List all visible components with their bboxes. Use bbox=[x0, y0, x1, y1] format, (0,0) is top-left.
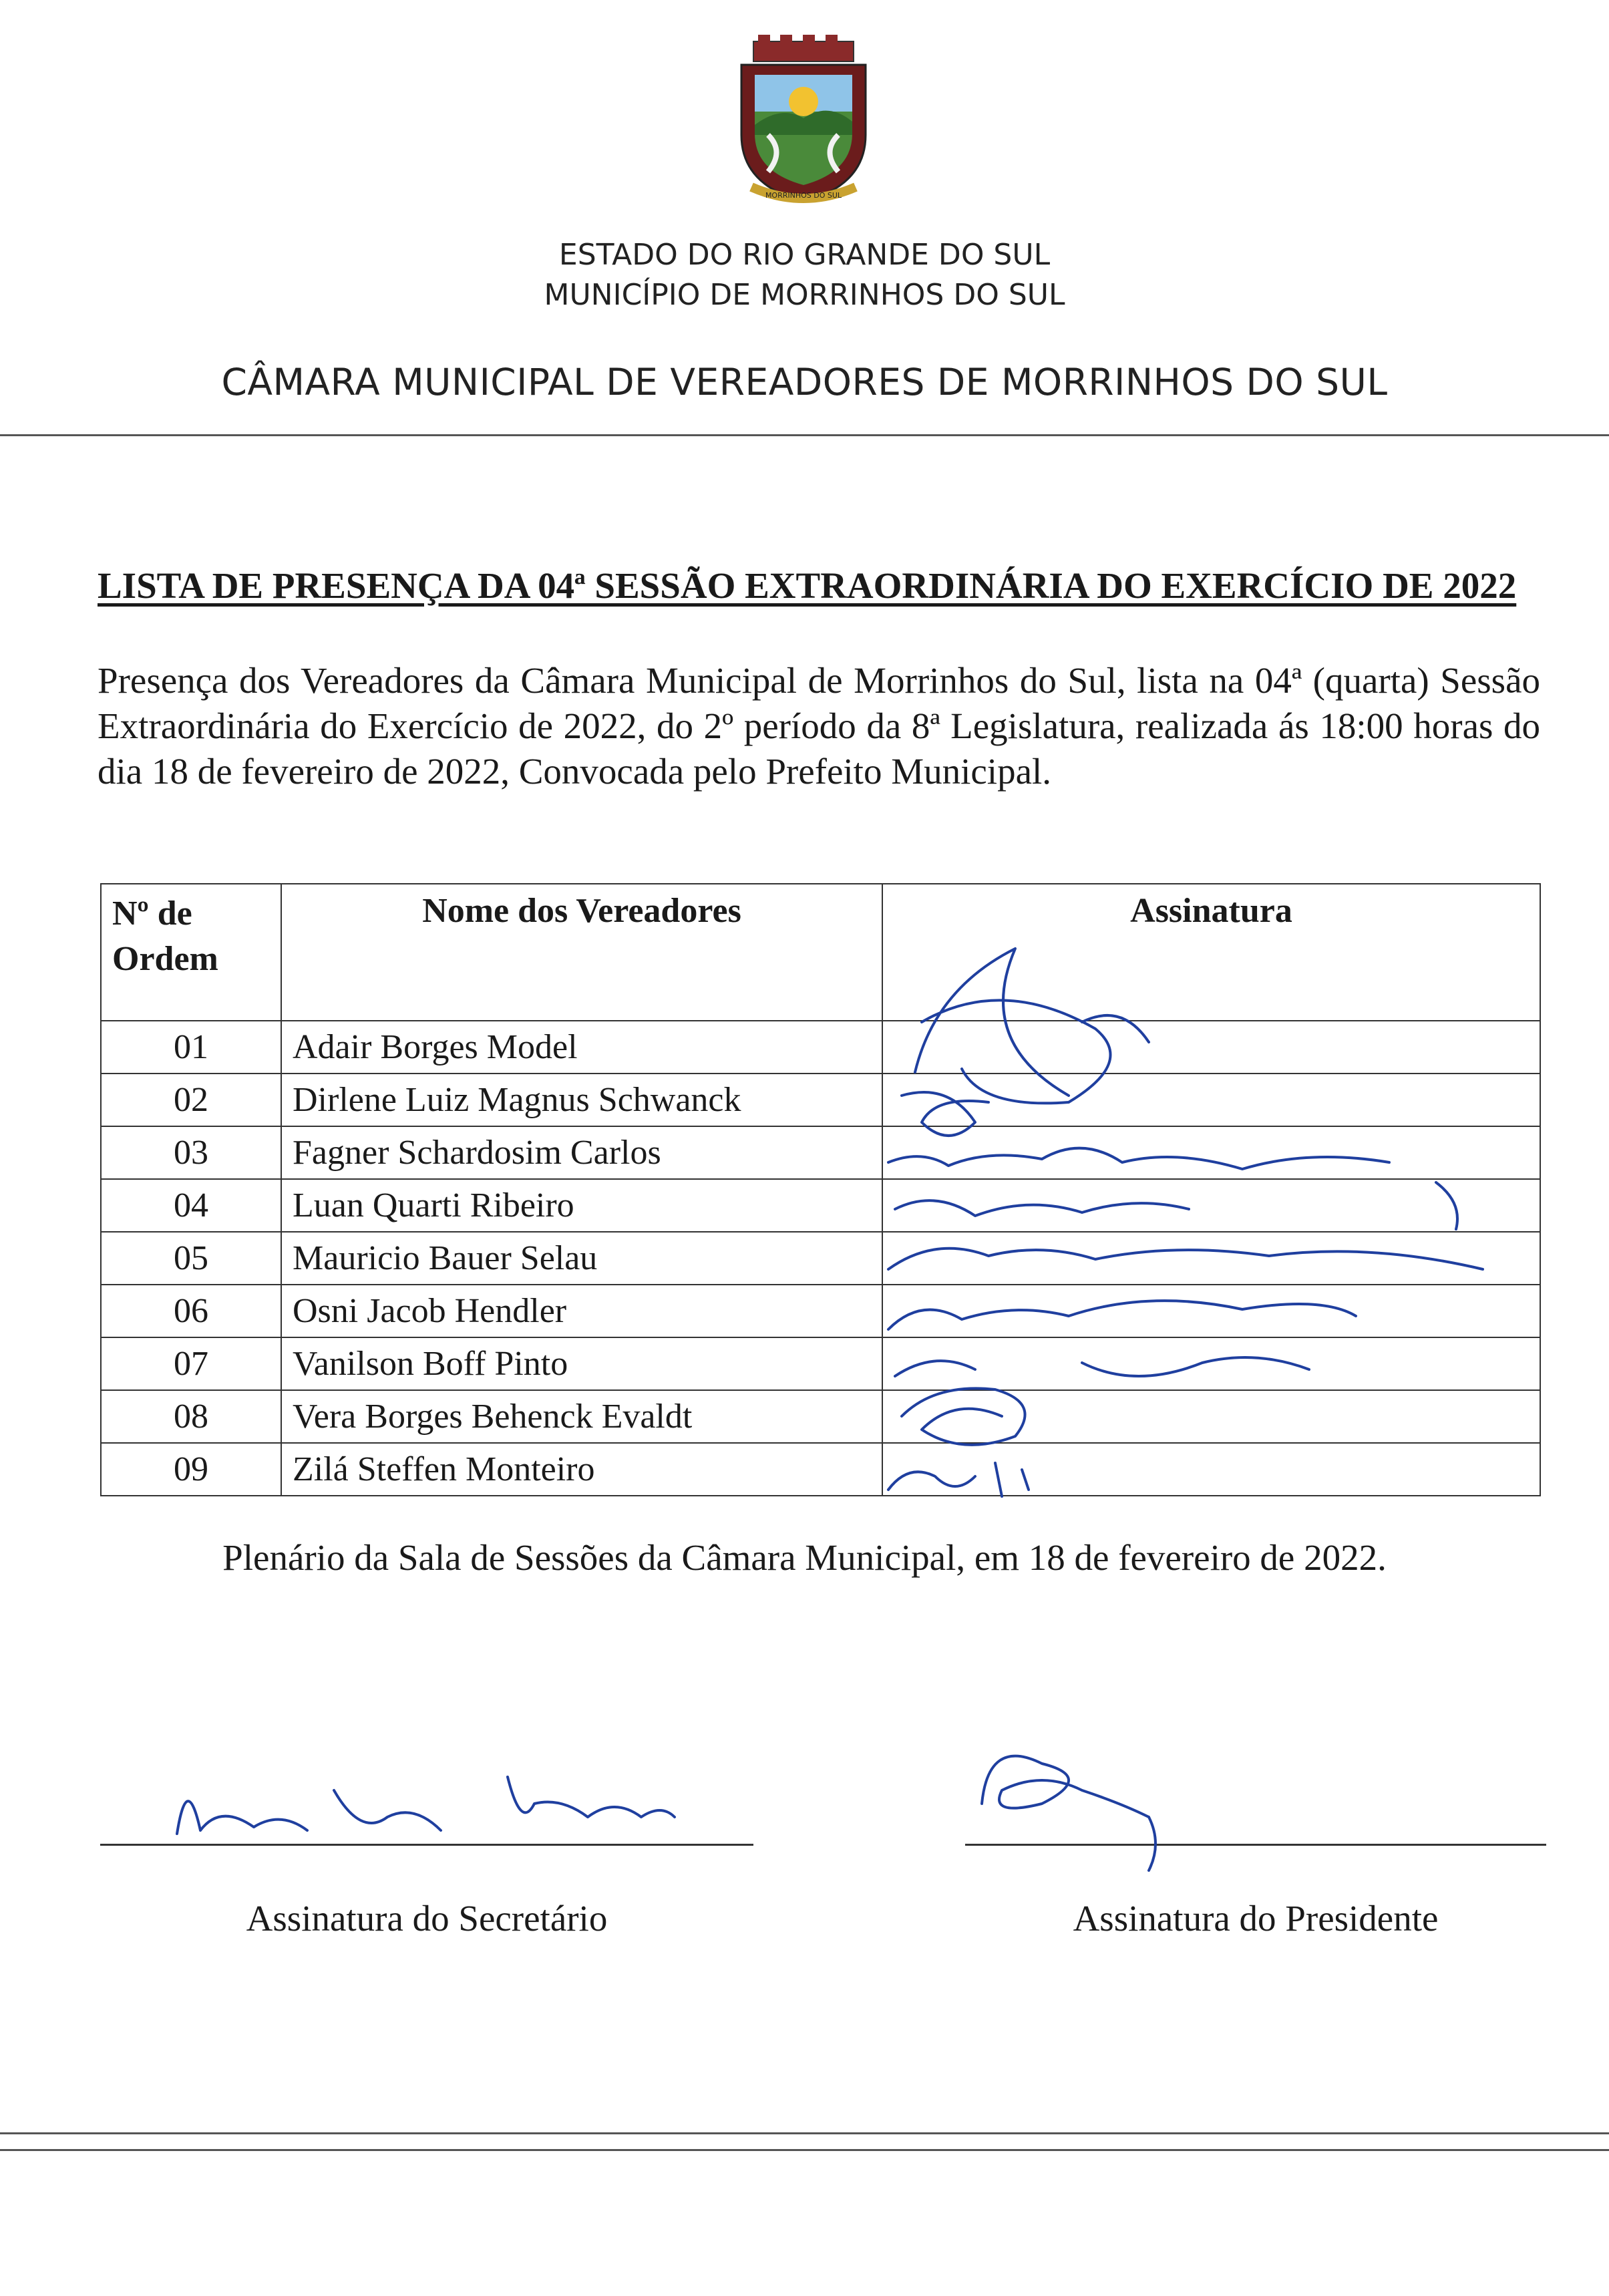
row-order: 03 bbox=[101, 1126, 281, 1179]
row-order: 09 bbox=[101, 1443, 281, 1496]
row-signature-cell bbox=[882, 1390, 1540, 1443]
row-name: Dirlene Luiz Magnus Schwanck bbox=[281, 1074, 882, 1126]
closing-statement: Plenário da Sala de Sessões da Câmara Municipal, em 18 de fevereiro de 2022. bbox=[222, 1537, 1387, 1578]
row-signature-cell bbox=[882, 1074, 1540, 1126]
municipal-crest-logo bbox=[721, 35, 886, 208]
row-order: 05 bbox=[101, 1232, 281, 1285]
header-name: Nome dos Vereadores bbox=[281, 884, 882, 1021]
table-row bbox=[101, 1179, 1540, 1232]
chamber-name: CÂMARA MUNICIPAL DE VEREADORES DE MORRINHOS DO SUL bbox=[221, 361, 1388, 403]
row-order: 08 bbox=[101, 1390, 281, 1443]
header-divider bbox=[0, 434, 1609, 436]
document-title: LISTA DE PRESENÇA DA 04ª SESSÃO EXTRAORDINÁRIA DO EXERCÍCIO DE 2022 bbox=[98, 565, 1517, 606]
header-order: Nº de Ordem bbox=[101, 884, 281, 1021]
table-row bbox=[101, 1232, 1540, 1285]
attendance-table bbox=[100, 883, 1541, 1496]
secretary-caption: Assinatura do Secretário bbox=[246, 1898, 608, 1939]
president-signature bbox=[982, 1756, 1155, 1870]
row-order: 01 bbox=[101, 1021, 281, 1074]
president-caption: Assinatura do Presidente bbox=[1073, 1898, 1439, 1939]
table-row bbox=[101, 1021, 1540, 1074]
table-row bbox=[101, 1285, 1540, 1337]
row-name: Osni Jacob Hendler bbox=[281, 1285, 882, 1337]
row-signature-cell bbox=[882, 1337, 1540, 1390]
row-signature-cell bbox=[882, 1021, 1540, 1074]
row-name: Mauricio Bauer Selau bbox=[281, 1232, 882, 1285]
secretary-signature-line bbox=[100, 1844, 753, 1846]
state-name: ESTADO DO RIO GRANDE DO SUL bbox=[558, 238, 1051, 272]
secretary-signature bbox=[177, 1777, 675, 1834]
table-header-row bbox=[101, 884, 1540, 1021]
table-row bbox=[101, 1337, 1540, 1390]
row-name: Luan Quarti Ribeiro bbox=[281, 1179, 882, 1232]
table-row bbox=[101, 1443, 1540, 1496]
footer-divider-bottom bbox=[0, 2149, 1609, 2151]
row-order: 06 bbox=[101, 1285, 281, 1337]
table-row bbox=[101, 1074, 1540, 1126]
row-name: Fagner Schardosim Carlos bbox=[281, 1126, 882, 1179]
row-order: 02 bbox=[101, 1074, 281, 1126]
row-signature-cell bbox=[882, 1232, 1540, 1285]
row-order: 07 bbox=[101, 1337, 281, 1390]
row-signature-cell bbox=[882, 1126, 1540, 1179]
table-row bbox=[101, 1390, 1540, 1443]
row-signature-cell bbox=[882, 1179, 1540, 1232]
row-signature-cell bbox=[882, 1443, 1540, 1496]
footer-divider-top bbox=[0, 2132, 1609, 2134]
row-name: Vanilson Boff Pinto bbox=[281, 1337, 882, 1390]
row-name: Adair Borges Model bbox=[281, 1021, 882, 1074]
table-row bbox=[101, 1126, 1540, 1179]
row-name: Vera Borges Behenck Evaldt bbox=[281, 1390, 882, 1443]
municipality-name: MUNICÍPIO DE MORRINHOS DO SUL bbox=[544, 278, 1065, 312]
president-signature-line bbox=[965, 1844, 1546, 1846]
row-signature-cell bbox=[882, 1285, 1540, 1337]
intro-paragraph: Presença dos Vereadores da Câmara Municipal de Morrinhos do Sul, lista na 04ª (quarta) Sessão Extraordinária do Exercício de 2022, do 2º período da 8ª Legislatura, realizada ás 18:00 horas do dia 18 de fevereiro de 2022, Convocada pelo Prefeito Municipal. bbox=[98, 660, 1540, 792]
crest-motto: MORRINHOS DO SUL bbox=[765, 191, 842, 200]
row-order: 04 bbox=[101, 1179, 281, 1232]
header-signature: Assinatura bbox=[882, 884, 1540, 1021]
row-name: Zilá Steffen Monteiro bbox=[281, 1443, 882, 1496]
